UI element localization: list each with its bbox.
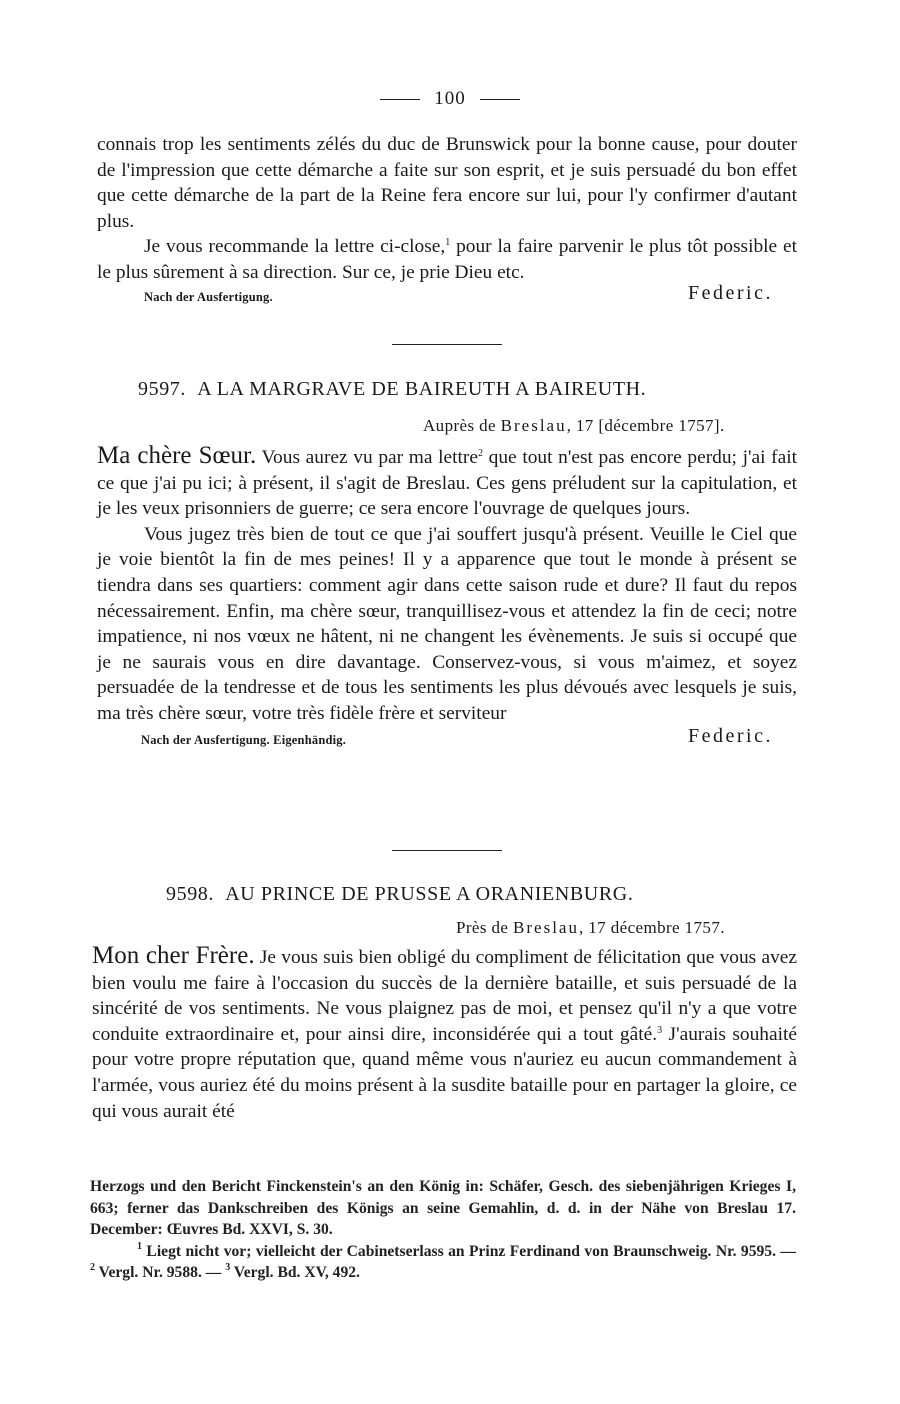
place-city: Breslau	[500, 416, 567, 435]
source-note: Nach der Ausfertigung. Eigenhändig.	[141, 732, 347, 747]
para-text: pour la faire parvenir le plus tôt possible et le plus sûrement à sa direction. Sur ce, je prie Dieu etc.	[97, 236, 798, 283]
footnote-mark: 3	[225, 1262, 231, 1273]
letter-9597-place-date	[423, 416, 725, 436]
text-line: esprit, et je suis persuadé du bon effet que cette démarche de la part	[97, 159, 797, 207]
letter-9597-signature-row	[97, 724, 797, 753]
previous-letter-signature-row	[97, 281, 797, 310]
letter-title: A LA MARGRAVE DE BAIREUTH A BAIREUTH.	[197, 378, 647, 400]
footnotes	[90, 1176, 796, 1284]
previous-letter-para-1	[97, 132, 797, 234]
section-divider	[392, 850, 502, 851]
footnote-continuation: Herzogs und den Bericht Finckenstein's an den König in: Schäfer, Gesch. des siebenjährigen Krieges I, 663; ferner das Dankschreiben des Königs an seine Gemahlin, d. d. in der Nähe von Breslau 17. December: Œuvres Bd. XXVI, S. 30.	[90, 1178, 796, 1238]
text-line: de la Reine fera encore sur lui, pour l'y confirmer d'autant plus.	[97, 185, 797, 232]
text-line: connais trop les sentiments zélés du duc de Brunswick pour la bonne	[97, 134, 646, 155]
text-line: cause, pour douter de l'impression que cette démarche a faite sur son	[97, 134, 797, 181]
para-text: Je vous suis bien obligé du compliment de félicitation que vous avez bien voulu me faire à l'occasion du succès de la dernière bataille, et suis persuadé de la sincérité de vos sentiments. Ne vous plaignez pas de moi, et pensez qu'il n'y a que votre conduite extraordinaire et, pour ainsi dire, inconsidérée qui a tout gâté.	[92, 947, 797, 1045]
letter-9598-heading	[0, 883, 900, 906]
place-date: , 17 [décembre 1757].	[566, 416, 725, 435]
signature: Federic.	[688, 281, 773, 304]
letter-9597-para-2: Vous jugez très bien de tout ce que j'ai souffert jusqu'à présent. Veuille le Ciel que je voie bientôt la fin de mes peines! Il y a apparence que tout le monde à présent se tiendra dans ses quartiers: comment agir dans cette saison rude et dure? Il faut du repos nécessairement. Enfin, ma chère sœur, tranquillisez-vous et attendez la fin de ceci; notre impatience, ni nos vœux ne hâtent, ni ne changent les évènements. Je suis si occupé que je ne saurais vous en dire davantage. Conservez-vous, si vous m'aimez, et soyez persuadée de la tendresse et de tous les sentiments les plus dévoués avec lesquels je suis, ma très chère sœur, votre très fidèle frère et serviteur	[97, 523, 797, 724]
place-city: Breslau	[513, 918, 579, 937]
footnote-line	[90, 1241, 796, 1284]
footnote-text: Vergl. Nr. 9588. —	[95, 1264, 226, 1281]
page-number-dash-left	[380, 99, 420, 100]
footnote-ref: 1	[445, 237, 451, 249]
place-date: , 17 décembre 1757.	[578, 918, 725, 937]
para-text: J'aurais souhaité pour votre propre réputation que, quand même vous n'auriez eu aucun commandement à l'armée, vous auriez été du moins présent à la susdite bataille pour en partager la gloire, ce qui vous aurait été	[92, 1023, 797, 1122]
footnote-mark: 2	[90, 1262, 95, 1273]
letter-9597-para-1	[97, 443, 797, 522]
section-divider	[392, 344, 502, 345]
place-prefix: Auprès de	[423, 416, 501, 435]
salutation: Ma chère Sœur.	[97, 442, 257, 469]
para-text: Vous aurez vu par ma lettre	[256, 447, 478, 468]
para-text: Je vous recommande la lettre ci-close,	[144, 236, 446, 258]
signature: Federic.	[688, 724, 773, 747]
footnote-ref: 2	[477, 448, 483, 459]
page-number	[0, 88, 900, 110]
salutation: Mon cher Frère.	[92, 942, 255, 969]
letter-number: 9598.	[166, 883, 214, 905]
para-text: que tout n'est pas encore perdu; j'ai fait ce que j'ai pu ici; à présent, il s'agit de Breslau. Ces gens préludent sur la capitulation, et je les veux prisonniers de guerre; ce sera encore l'ouvrage de quelques jours.	[97, 447, 797, 520]
page-number-text: 100	[434, 88, 466, 109]
footnote-mark: 1	[137, 1240, 142, 1252]
footnote-text: Liegt nicht vor; vielleicht der Cabinetserlass an Prinz Ferdinand von Braunschweig. Nr. 9595. —	[142, 1242, 796, 1260]
letter-9597-heading	[0, 378, 900, 401]
letter-9598-place-date	[456, 918, 725, 938]
source-note: Nach der Ausfertigung.	[144, 289, 273, 304]
letter-9598-body	[92, 943, 797, 1124]
previous-letter-continuation	[97, 132, 797, 310]
letter-9598-para-1	[92, 943, 797, 1124]
previous-letter-para-2	[97, 234, 797, 285]
footnote-text: Vergl. Bd. XV, 492.	[230, 1264, 360, 1281]
place-prefix: Près de	[456, 918, 514, 937]
letter-9597-body	[97, 443, 797, 753]
page-number-dash-right	[480, 99, 520, 100]
letter-title: AU PRINCE DE PRUSSE A ORANIENBURG.	[225, 883, 634, 905]
letter-number: 9597.	[138, 378, 186, 400]
footnote-ref: 3	[657, 1024, 663, 1036]
